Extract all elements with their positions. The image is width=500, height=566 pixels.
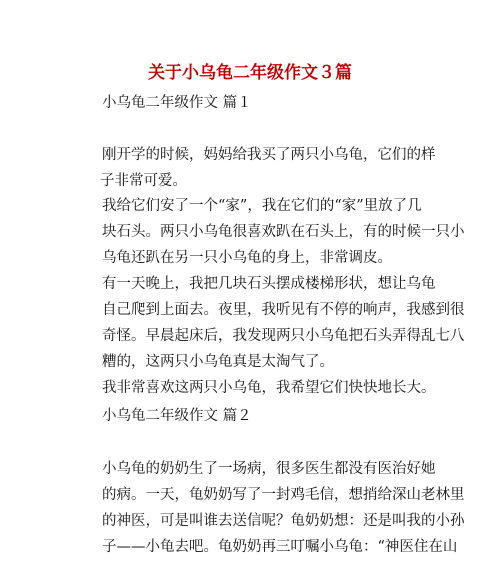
section-heading-1: 小乌龟二年级作文 篇１: [102, 95, 252, 111]
paragraph: [100, 142, 436, 194]
paragraph-line: 的病。一天，龟奶奶写了一封鸡毛信，想捎给深山老林里: [102, 487, 465, 503]
paragraph-line: 乌龟还趴在另一只小乌龟的身上，非常调皮。: [102, 250, 392, 266]
paragraph-line: 小乌龟的奶奶生了一场病，很多医生都没有医治好她: [102, 461, 436, 477]
paragraph-line: 块石头。两只小乌龟很喜欢趴在石头上，有的时候一只小: [102, 224, 465, 240]
paragraph-line: 子——小龟去吧。龟奶奶再三叮嘱小乌龟：“神医住在山: [102, 539, 458, 555]
paragraph-line: 的神医，可是叫谁去送信呢？龟奶奶想：还是叫我的小孙: [102, 513, 465, 529]
paragraph-line: 糟的，这两只小乌龟真是太淘气了。: [102, 354, 334, 370]
paragraph-line: 刚开学的时候，妈妈给我买了两只小乌龟，它们的样: [102, 147, 436, 163]
paragraph: [102, 193, 465, 271]
section-heading-2: 小乌龟二年级作文 篇２: [102, 408, 252, 424]
paragraph-line: 子非常可爱。: [100, 173, 187, 189]
paragraph: [102, 456, 465, 560]
paragraph-line: 有一天晚上，我把几块石头摆成楼梯形状，想让乌龟: [102, 276, 436, 292]
document-title: 关于小乌龟二年级作文３篇: [148, 63, 352, 83]
paragraph: [102, 375, 436, 401]
paragraph: [102, 271, 465, 375]
paragraph-line: 我非常喜欢这两只小乌龟，我希望它们快快地长大。: [102, 380, 436, 396]
paragraph-line: 自己爬到上面去。夜里，我听见有不停的响声，我感到很: [102, 302, 465, 318]
paragraph-line: 我给它们安了一个“家”，我在它们的“家”里放了几: [102, 198, 422, 214]
paragraph-line: 奇怪。早晨起床后，我发现两只小乌龟把石头弄得乱七八: [102, 328, 465, 344]
